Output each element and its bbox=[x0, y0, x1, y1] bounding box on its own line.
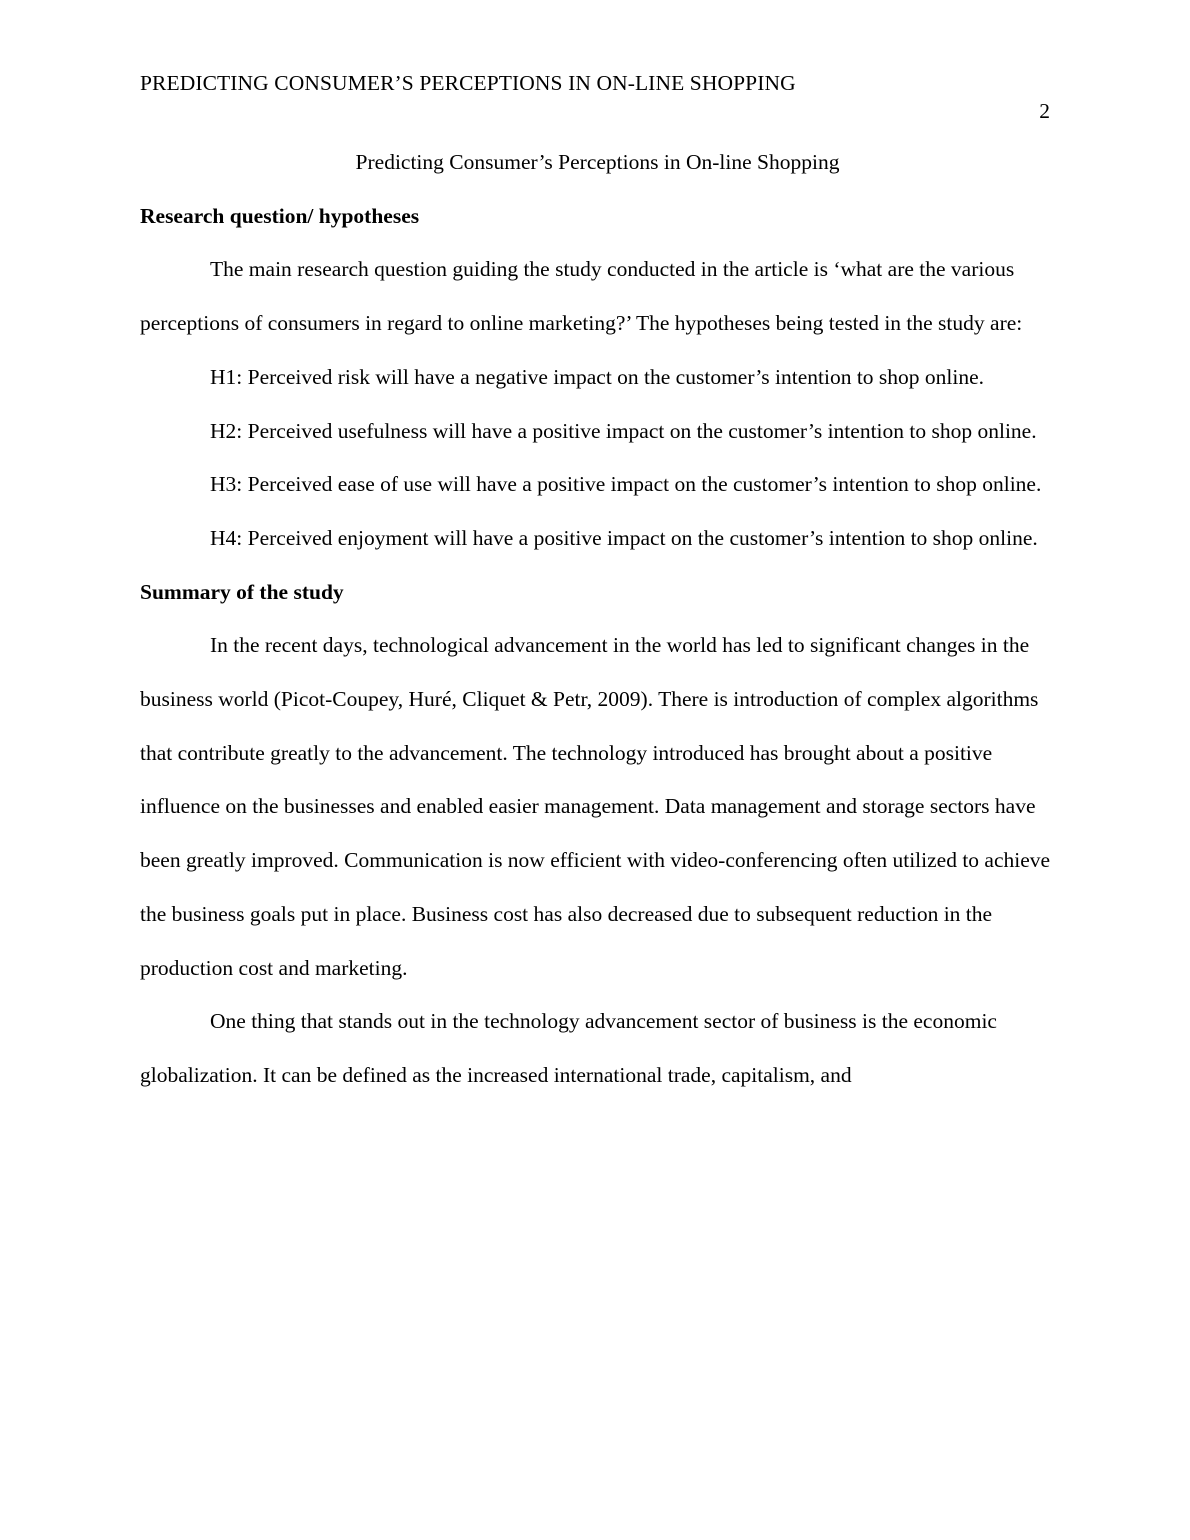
hypothesis-h1: H1: Perceived risk will have a negative impact on the customer’s intention to shop online. bbox=[210, 364, 985, 389]
running-head: PREDICTING CONSUMER’S PERCEPTIONS IN ON-LINE SHOPPING bbox=[140, 71, 796, 95]
hypothesis-h2: H2: Perceived usefulness will have a positive impact on the customer’s intention to shop online. bbox=[210, 418, 1037, 443]
page-number: 2 bbox=[1039, 99, 1050, 123]
section-heading-research-question: Research question/ hypotheses bbox=[140, 203, 420, 228]
paragraph-research-question: The main research question guiding the study conducted in the article is ‘what are the various perceptions of consumers in regard to online marketing?’ The hypotheses being tested in the study are: bbox=[140, 257, 1023, 336]
section-heading-summary: Summary of the study bbox=[140, 579, 344, 604]
document-body bbox=[140, 136, 1055, 1103]
hypothesis-h3: H3: Perceived ease of use will have a positive impact on the customer’s intention to shop online. bbox=[210, 472, 1042, 497]
paragraph-summary-1: In the recent days, technological advancement in the world has led to significant changes in the business world (Picot-Coupey, Huré, Cliquet & Petr, 2009). There is introduction of complex algorithms that contribute greatly to the advancement. The technology introduced has brought about a positive influence on the businesses and enabled easier management. Data management and storage sectors have been greatly improved. Communication is now efficient with video-conferencing often utilized to achieve the business goals put in place. Business cost has also decreased due to subsequent reduction in the production cost and marketing. bbox=[140, 633, 1051, 980]
document-title: Predicting Consumer’s Perceptions in On-line Shopping bbox=[355, 150, 840, 174]
hypothesis-h4: H4: Perceived enjoyment will have a positive impact on the customer’s intention to shop online. bbox=[210, 525, 1038, 550]
paragraph-summary-2: One thing that stands out in the technology advancement sector of business is the economic globalization. It can be defined as the increased international trade, capitalism, and bbox=[140, 1009, 997, 1087]
